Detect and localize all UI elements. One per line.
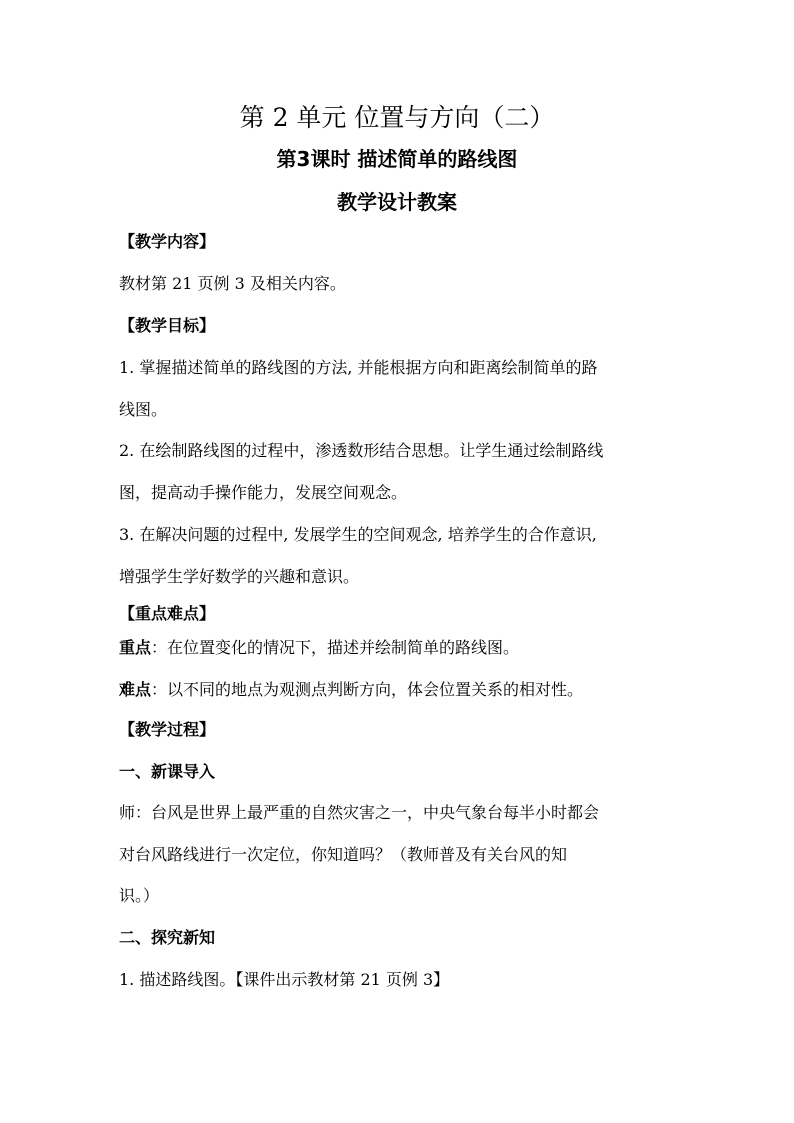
goal-1-line-2: 线图。 [119, 400, 168, 419]
goal-2-line-2: 图，提高动手操作能力，发展空间观念。 [119, 483, 408, 502]
key-point-line [119, 636, 679, 660]
difficulty-text: ：以不同的地点为观测点判断方向，体会位置关系的相对性。 [151, 680, 584, 699]
lesson-subtitle: 第3课时 描述简单的路线图 [276, 147, 518, 171]
section-heading-goals: 【教学目标】 [119, 316, 216, 335]
part-2-heading: 二、探究新知 [119, 928, 216, 947]
intro-line-3: 识。） [119, 886, 160, 905]
section-heading-keypoints: 【重点难点】 [119, 604, 216, 623]
intro-line-1: 师：台风是世界上最严重的自然灾害之一，中央气象台每半小时都会 [119, 803, 600, 822]
goal-2-line-1: 2. 在绘制路线图的过程中，渗透数形结合思想。让学生通过绘制路线 [119, 441, 604, 460]
goal-3-line-2: 增强学生学好数学的兴趣和意识。 [119, 567, 360, 586]
section-heading-process: 【教学过程】 [119, 720, 216, 739]
section-heading-content: 【教学内容】 [119, 232, 216, 251]
explore-line-1: 1. 描述路线图。【课件出示教材第 21 页例 3】 [119, 970, 450, 989]
unit-title: 第 2 单元 位置与方向（二） [239, 103, 555, 132]
plan-title: 教学设计教案 [337, 190, 457, 214]
goal-1-line-1: 1. 掌握描述简单的路线图的方法, 并能根据方向和距离绘制简单的路 [119, 358, 598, 377]
content-text: 教材第 21 页例 3 及相关内容。 [119, 274, 346, 293]
key-point-text: ：在位置变化的情况下，描述并绘制简单的路线图。 [151, 638, 520, 657]
goal-3-line-1: 3. 在解决问题的过程中, 发展学生的空间观念, 培养学生的合作意识, [119, 525, 597, 544]
part-1-heading: 一、新课导入 [119, 762, 216, 781]
difficulty-line [119, 678, 679, 702]
difficulty-label: 难点 [119, 680, 152, 699]
intro-line-2: 对台风路线进行一次定位，你知道吗？（教师普及有关台风的知 [119, 845, 568, 864]
key-point-label: 重点 [119, 638, 152, 657]
